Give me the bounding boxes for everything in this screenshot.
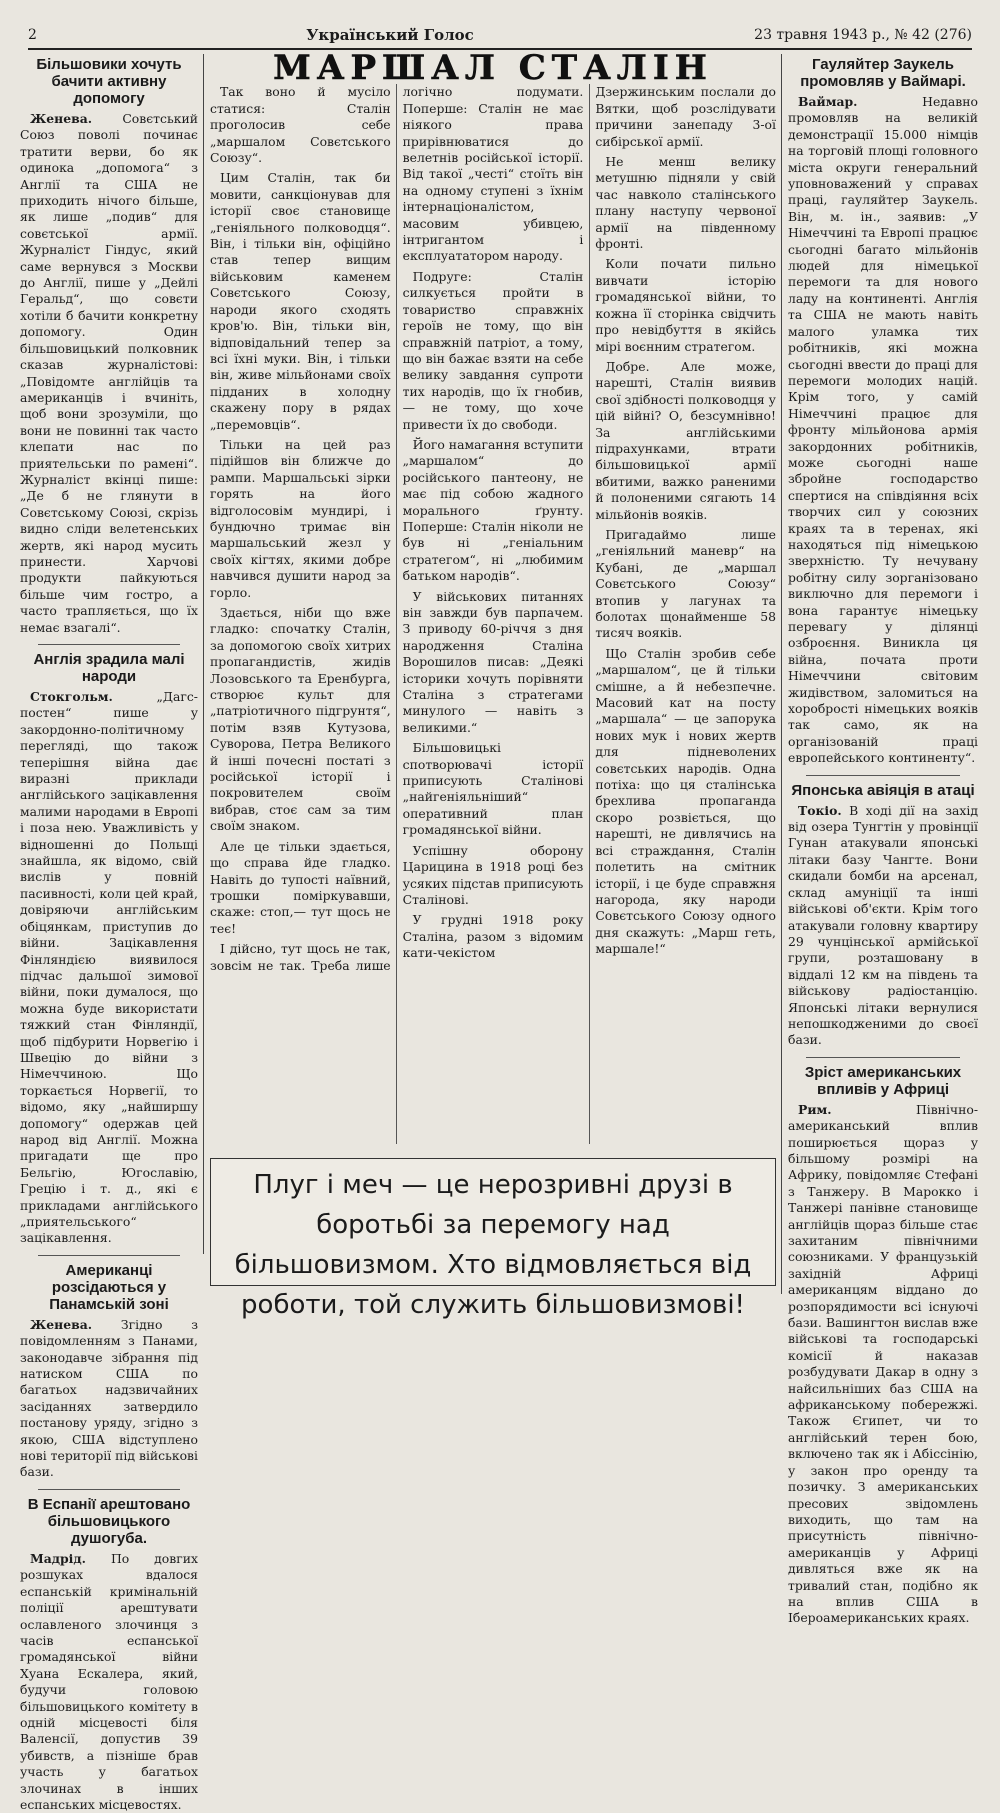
newspaper-name: Український Голос <box>306 26 474 44</box>
article-text: „Дагс-постен“ пише у закордонно-політичному перегляді, що також теперішня війна дає виразні приклади англійського зацікавлення малими народами в Европі і поза нею. Уважливість у відношенні до Польщі знайшла, як відомо, свій вислів у повній пасивності, коли цей край, довіряючи англійським обіцянкам, приступив до війни. Зацікавлення Фінляндією виявилося підчас дальшої зимової війни, поки думалося, що можна буде використати тяжкий стан Фінляндії, щоб підбурити Норвегію і Швецію до війни з Німеччиною. Що торкається Норвегії, то відомо, яку „найширшу допомогу“ одержав цей народ від Англії. Можна пригадати ще про Бельгію, Югославію, Грецію і т. д., які є прикладами англійського „приятельського“ зацікавлення. <box>20 689 198 1246</box>
article-body <box>20 1551 198 1813</box>
article <box>788 56 978 767</box>
main-article-paragraph: Цим Сталін, так би мовити, санкціонував для історії своє становище „геніяльного полководця“. Він, і тільки він, офіційно став тепер вищим військовим каменем Совєтського Союзу, народи якого сходять кров'ю. Він, тільки він, відповідальний тепер за всі їхні муки. Він, і тільки він, живе мільйонами своїх підданих в холодну скажену пору в рядах „перемовців“. <box>210 170 391 432</box>
dateline: Ваймар. <box>798 94 858 109</box>
right-column <box>788 54 978 1626</box>
article <box>20 1496 198 1813</box>
separator <box>38 1489 180 1490</box>
article-title: Більшовики хочуть бачити активну допомогу <box>36 56 182 107</box>
article-title: Американці розсідаються у Панамській зоні <box>49 1261 169 1313</box>
separator <box>38 1255 180 1256</box>
article <box>788 782 978 1049</box>
article <box>20 56 198 636</box>
article-body <box>788 1102 978 1627</box>
article-text: Північно-американський вплив поширюється щораз у більшому розмірі на Африку, повідомляє Стефані з Танжеру. В Марокко і Танжері панівне становище англійців щораз більше стає захитаним північними союзниками. У французькій західній Африці американцям віддано до розпорядимости всі існуючі бази. Вашингтон вислав вже військові та господарські комісії й наказав розбудувати Дакар в одну з найсильніших баз США на африканському побережжі. Також Єгипет, чи то англійський терен бою, включено так як і Абіссінію, у закон про оренду та позичку. З американських пресових звідомлень виходить, що там на присутність північно-американців у Африці дивляться вже як на тривалий стан, подібно як на вплив США в Ібероамериканських краях. <box>788 1101 978 1626</box>
article-text: В ході дії на захід від озера Тунгтін у провінції Гунан атакували японські літаки базу Чангте. Вони скидали бомби на арсенал, склад амуніції та інші військові об'єкти. Крім того атакували головну квартиру 29 чунцінської армійської групи, розташовану в віддалі 12 км на південь та військову радіостанцію. Японські літаки вернулися непошкодженими до своєї бази. <box>788 802 978 1048</box>
main-article-paragraph: Але це тільки здається, що справа йде гладко. Навіть до тупості наївний, трошки поміркувавши, скаже: стоп,— тут щось не теє! <box>210 838 391 936</box>
article <box>20 651 198 1247</box>
main-article-paragraph: Добре. Але може, нарешті, Сталін виявив свої здібності полководця у цій війні? О, безсумнівно! За англійськими підрахунками, втрати більшовицької армії вбитими, важко раненими й полоненими сягають 14 мільйонів вояків. <box>595 358 776 522</box>
article-title: Японська авіяція в атаці <box>791 781 975 799</box>
main-article-paragraph: Не менш велику метушню підняли у свій час навколо сталінського плану наступу червоної армії на південному фронті. <box>595 154 776 252</box>
column-divider <box>781 54 782 1294</box>
main-article-paragraph: І дійсно, тут щось не так, зовсім не так. Треба лише логічно подумати. Поперше: Сталін не має ніякого права прирівнюватися до велетнів російської історії. Від такої „честі“ стоїть він на одному ступені з їхнім інтернаціоналістом, масовим убивцею, інтригантом і експлуататором народу. <box>210 84 584 973</box>
article-text: Недавно промовляв на великій демонстрації 15.000 німців на торговій площі головного міста округи генеральний уповноважений у справах праці, гауляйтер Заукель. Він, м. ін., заявив: „У Німеччині та Европі працює сьогодні багато мільйонів людей для німецької перемоги та для нового ладу на континенті. Англія та США не мають навіть малого уламка тих робітників, які можна сьогодні ввести до праці для перемоги молодих націй. Крім того, у самій Німеччині працює для фронту мільйонова армія закордонних робітників, може сьогодні наше збройне господарство спертися на співдіяння всіх творчих сил у союзних краях та в теренах, які находяться під німецькою зверхністю. Ту нечувану робітну силу зорганізовано виключно для перемоги і вона гарантує німецьку перевагу у ділянці озброєння. Виникла ця війна, почата проти Німеччини світовим жидівством, заломиться на хоробрості німецьких вояків так само, як на організованій праці европейського континенту“. <box>788 94 978 766</box>
article-title: В Еспанії арештовано більшовицького душогуба. <box>27 1495 191 1547</box>
column-divider <box>203 54 204 1254</box>
left-column <box>20 54 198 1812</box>
separator <box>38 644 180 645</box>
main-article-paragraph: Успішну оборону Царицина в 1918 році без усяких підстав приписують Сталінові. <box>402 842 584 907</box>
main-article <box>210 48 776 1244</box>
main-article-paragraph: Більшовицькі спотворювачі історії приписують Сталінові „найгеніяльніший“ оперативний план громадянської війни. <box>402 740 584 838</box>
article-body <box>20 1317 198 1481</box>
dateline: Стокгольм. <box>30 689 113 704</box>
main-article-paragraph: У грудні 1918 року Сталіна, разом з відомим кати-чекістом Дзержинським послали до Вятки, щоб розслідувати причини занепаду 3-ої сибірської армії. <box>402 84 776 961</box>
page-header <box>28 22 972 50</box>
main-article-paragraph: Тільки на цей раз підійшов він ближче до рампи. Маршальські зірки горять на його відголосовім мундирі, і бундючно тримає він маршальський жезл у своїх кігтях, якими добре навчився душити народ за горло. <box>210 436 391 600</box>
article-text: Згідно з повідомленням з Панами, законодавче зібрання під натиском США по багатьох надзвичайних засіданнях затвердило постанову уряду, згідно з якою, США відступлено нові території під військові бази. <box>20 1316 198 1480</box>
article-title: Гауляйтер Заукель промовляв у Ваймарі. <box>800 56 966 90</box>
article <box>20 1262 198 1481</box>
article-body <box>788 94 978 767</box>
main-article-body <box>210 84 776 1144</box>
main-article-paragraph: Що Сталін зробив себе „маршалом“, це й тільки смішне, а й небезпечне. Масовий кат на посту „маршала“ — це запорука нових мук і нових жертв для підневолених совєтських народів. Одна потіха: що ця сталінська брехлива пропаганда скоро розвіється, що нарешті, не дивлячись на всі страждання, Сталін полетить на смітник історії, і це буде справжня нагорода, яку народи Совєтського Союзу одного дня скажуть: „Марш геть, маршале!“ <box>595 645 776 957</box>
dateline: Мадрід. <box>30 1550 86 1566</box>
article-title: Англія зрадила малі народи <box>33 651 185 685</box>
article-title: Зріст американських впливів у Африці <box>804 1063 962 1098</box>
dateline: Женева. <box>30 111 93 126</box>
article-body <box>788 803 978 1049</box>
separator <box>806 1057 960 1058</box>
main-article-title: МАРШАЛ СТАЛІН <box>273 48 713 88</box>
separator <box>806 775 960 776</box>
dateline: Женева. <box>30 1316 93 1332</box>
main-article-paragraph: Пригадаймо лише „геніяльний маневр“ на Кубані, де „маршал Совєтського Союзу“ втопив у лагунах та болотах щонайменше 58 тисяч вояків. <box>595 526 776 641</box>
dateline: Рим. <box>798 1101 832 1117</box>
dateline: Токіо. <box>798 802 842 818</box>
page-number: 2 <box>28 27 37 43</box>
issue-date: 23 травня 1943 р., № 42 (276) <box>754 27 972 43</box>
slogan-box: Плуг і меч — це нерозривні друзі в боротьбі за перемогу над більшовизмом. Хто відмовляється від роботи, той служить більшовизмові! <box>210 1158 776 1286</box>
main-article-paragraph: Коли почати пильно вивчати історію громадянської війни, то кожна її сторінка свідчить про невідбуття в якійсь мірі воєнним стратегом. <box>595 256 776 354</box>
article <box>788 1064 978 1627</box>
article-text: Совєтський Союз поволі починає тратити верви, бо як одинока „допомога“ з Англії та США не приходить нічого більше, як лише „подив“ для совєтської армії. Журналіст Гіндус, який саме вернувся з Москви до Англії, пише у „Дейлі Геральд“, що совєти хотіли б бачити конкретну допомогу. Один більшовицький полковник сказав журналістові: „Повідомте англійців та американців і вчиніть, щоб вони зрозуміли, що вони не повинні так часто клепати нас по приятельськи по рамені“. Журналіст вкінці пише: „Де б не глянути в Совєтському Союзі, скрізь видно сліди велетенських жертв, які народ мусить принести. Харчові продукти пайкуються більше чим гостро, а часто трапляється, що їх немає взагалі“. <box>20 111 198 635</box>
main-article-paragraph: Так воно й мусіло статися: Сталін проголосив себе „маршалом Совєтського Союзу“. <box>210 84 391 166</box>
article-body <box>20 689 198 1247</box>
main-article-paragraph: Подруге: Сталін силкується пройти в товариство справжніх героїв не тому, що він справжній патріот, а тому, що він бажає взяти на себе велику завдання супроти тих народів, що їх гнобив,— не тому, що хоче привести їх до свободи. <box>402 268 584 432</box>
article-text: По довгих розшуках вдалося еспанській кримінальній поліції арештувати ославленого злочинця з часів еспанської громадянської війни Хуана Ескалера, який, будучи головою більшовицького комітету в одній місцевості біля Валенсії, допустив 39 убивств, а пізніше брав участь у багатьох злочинах в інших еспанських місцевостях. <box>20 1550 198 1812</box>
main-article-paragraph: У військових питаннях він завжди був парпачем. З приводу 60-річчя з дня народження Сталіна Ворошилов писав: „Деякі історики хочуть порівняти Сталіна з стратегами минулого — навіть з великими.“ <box>402 588 584 735</box>
main-article-paragraph: Його намагання вступити „маршалом“ до російського пантеону, не має під собою жадного морального ґрунту. Поперше: Сталін ніколи не був ні „геніальним стратегом“, ні „любимим батьком народів“. <box>402 436 584 584</box>
article-body <box>20 111 198 636</box>
main-article-paragraph: Здається, ніби що вже гладко: спочатку Сталін, за допомогою своїх хитрих пропагандистів, жидів Лозовського та Еренбурга, створює культ для „патріотичного підгрунтя“, потім взяв Кутузова, Суворова, Петра Великого й інші почесні постаті з російської історії і покровителем своїм вибрав, стоє сам за тим своїм знаком. <box>210 605 391 834</box>
